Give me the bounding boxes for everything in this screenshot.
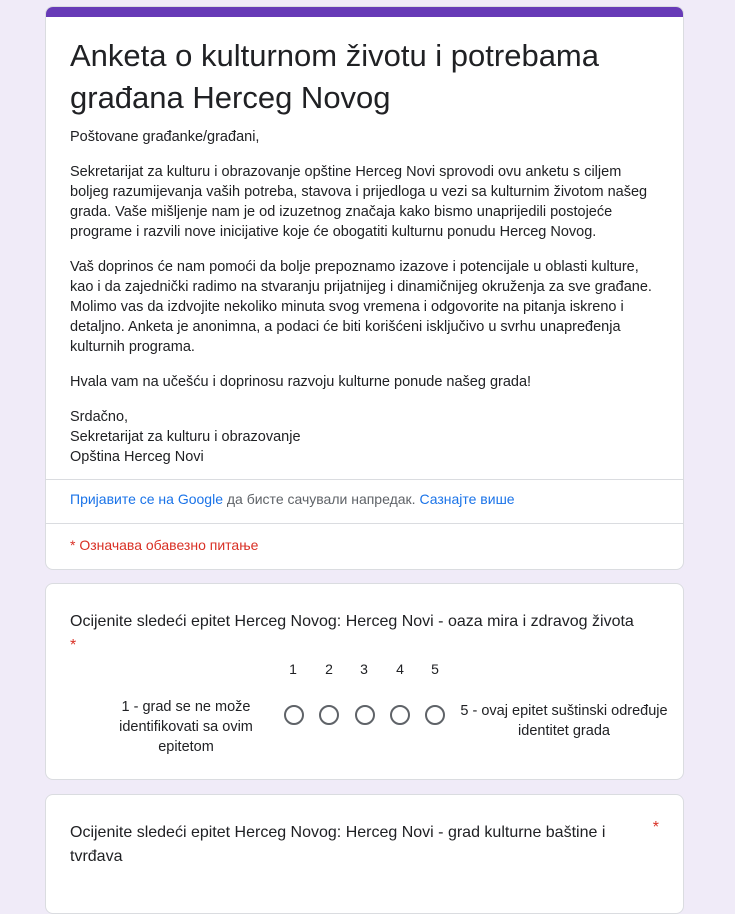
radio-option-4[interactable] xyxy=(390,705,410,725)
radio-option-3[interactable] xyxy=(355,705,375,725)
scale-label-4: 4 xyxy=(396,661,404,677)
radio-option-2[interactable] xyxy=(319,705,339,725)
question-title-text: Ocijenite sledeći epitet Herceg Novog: Herceg Novi - grad kulturne baštine i tvrđava xyxy=(70,824,606,865)
google-signin-link[interactable]: Пријавите се на Google xyxy=(70,491,223,507)
learn-more-link[interactable]: Сазнајте више xyxy=(419,491,515,507)
question-card xyxy=(45,794,684,914)
scale-label-5: 5 xyxy=(431,661,439,677)
scale-low-label: 1 - grad se ne može identifikovati sa ovim epitetom xyxy=(119,699,253,755)
required-asterisk: * xyxy=(652,819,659,836)
signin-row xyxy=(70,491,515,507)
description-paragraph-3: Hvala vam na učešću i doprinosu razvoju kulturne ponude našeg grada! xyxy=(70,374,532,390)
divider xyxy=(46,479,683,480)
question-card xyxy=(45,583,684,780)
radio-option-5[interactable] xyxy=(425,705,445,725)
divider xyxy=(46,523,683,524)
scale-label-2: 2 xyxy=(325,661,333,677)
scale-high-label: 5 - ovaj epitet suštinski određuje identitet grada xyxy=(460,703,668,739)
required-asterisk: * xyxy=(70,637,77,654)
question-title xyxy=(70,821,640,869)
scale-label-1: 1 xyxy=(289,661,297,677)
scale-label-3: 3 xyxy=(360,661,368,677)
signin-text: да бисте сачували напредак. xyxy=(222,491,420,507)
description-paragraph-2: Vaš doprinos će nam pomoći da bolje prepoznamo izazove i potencijale u oblasti kulture, kao i da zajednički radimo na stvaranju prijatnijeg i dinamičnijeg okruženja za sve građane. Molimo vas da izdvojite nekoliko minuta svog vremena i odgovorite na pitanja iskreno i detaljno. Anketa je anonimna, a podaci će biti korišćeni isključivo u svrhu unapređenja kulturnih programa. xyxy=(70,259,652,355)
radio-option-1[interactable] xyxy=(284,705,304,725)
accent-bar xyxy=(46,7,683,17)
form-description xyxy=(70,127,660,467)
description-paragraph-1: Sekretarijat za kulturu i obrazovanje opštine Herceg Novi sprovodi ovu anketu s ciljem boljeg razumijevanja vaših potreba, stavova i prijedloga u vezi sa kulturnim životom našeg grada. Vaše mišljenje nam je od izuzetnog značaja kako bismo unaprijedili postojeće programe i razvili nove inicijative koje će obogatiti kulturnu ponudu Herceg Novog. xyxy=(70,164,648,240)
description-sign-line-2: Opština Herceg Novi xyxy=(70,449,204,465)
form-header-card xyxy=(45,6,684,570)
description-greeting: Poštovane građanke/građani, xyxy=(70,129,260,145)
question-title-text: Ocijenite sledeći epitet Herceg Novog: Herceg Novi - oaza mira i zdravog života xyxy=(70,613,634,630)
description-signoff: Srdačno, xyxy=(70,409,129,425)
description-sign-line-1: Sekretarijat za kulturu i obrazovanje xyxy=(70,429,301,445)
question-title xyxy=(70,610,640,658)
form-title: Anketa o kulturnom životu i potrebama građana Herceg Novog xyxy=(70,38,599,115)
required-note: * Означава обавезно питање xyxy=(70,537,259,553)
